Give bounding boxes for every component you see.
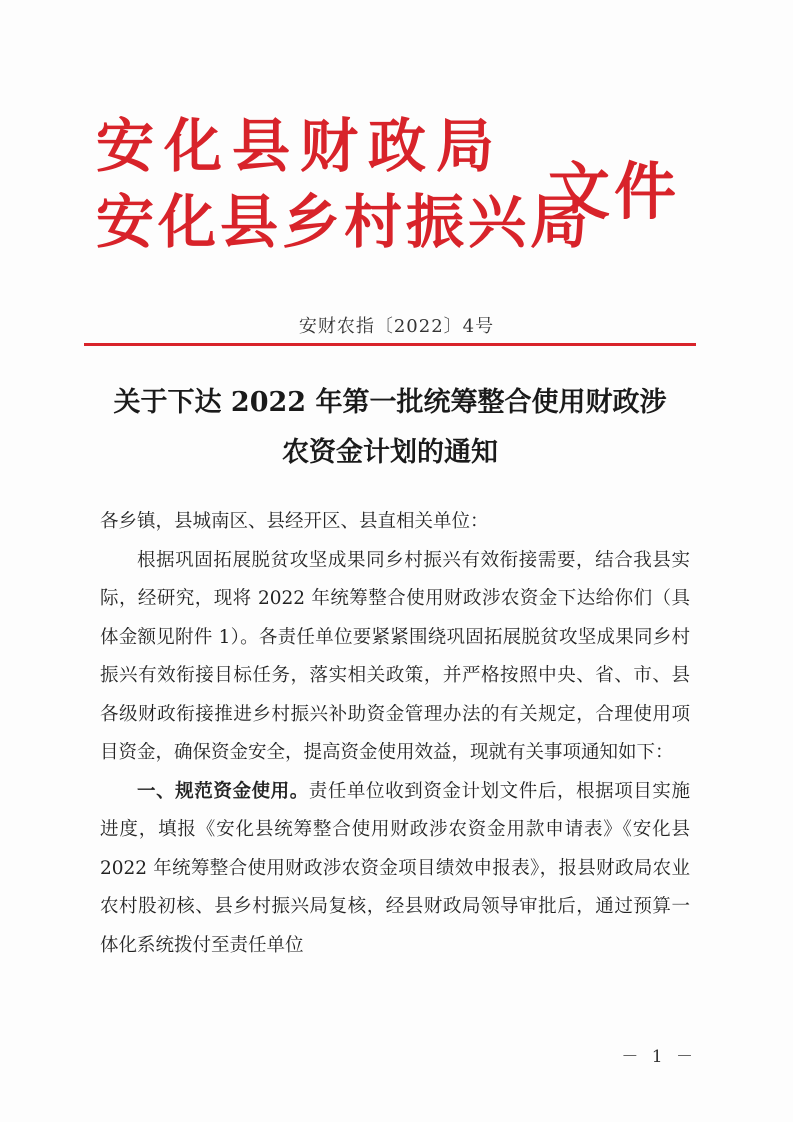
issuer-finance-bureau: 安化县财政局 [96,112,505,180]
red-separator-line [84,343,696,346]
page-number: － 1 － [621,1047,697,1067]
issuing-agencies [96,108,593,260]
section-1-text: 责任单位收到资金计划文件后，根据项目实施进度，填报《安化县统筹整合使用财政涉农资金用款申请表》《安化县 2022 年统筹整合使用财政涉农资金项目绩效申报表》，报县财政局农业农村股初核、县乡村振兴局复核，经县财政局领导审批后，通过预算一体化系统拨付至责任单位 [100,780,690,956]
document-body [100,503,690,965]
section-1-heading: 一、规范资金使用。 [137,780,309,802]
salutation: 各乡镇，县城南区、县经开区、县直相关单位： [100,511,489,532]
document-number: 安财农指〔2022〕4号 [298,316,495,337]
document-type-label: 文件 [548,155,681,228]
document-title [84,378,696,478]
title-line-2: 农资金计划的通知 [282,437,498,468]
title-line-1: 关于下达 2022 年第一批统筹整合使用财政涉 [113,387,667,418]
body-paragraph: 根据巩固拓展脱贫攻坚成果同乡村振兴有效衔接需要，结合我县实际，经研究，现将 2022 年统筹整合使用财政涉农资金下达给你们（具体金额见附件 1）。各责任单位要紧紧围绕巩固拓展脱贫攻坚成果同乡村振兴有效衔接目标任务，落实相关政策，并严格按照中央、省、市、县各级财政衔接推进乡村振兴补助资金管理办法的有关规定，合理使用项目资金，确保资金安全，提高资金使用效益，现就有关事项通知如下： [100,549,690,763]
section-1-paragraph [100,773,690,966]
issuer-rural-revitalization-bureau: 安化县乡村振兴局 [96,188,593,256]
